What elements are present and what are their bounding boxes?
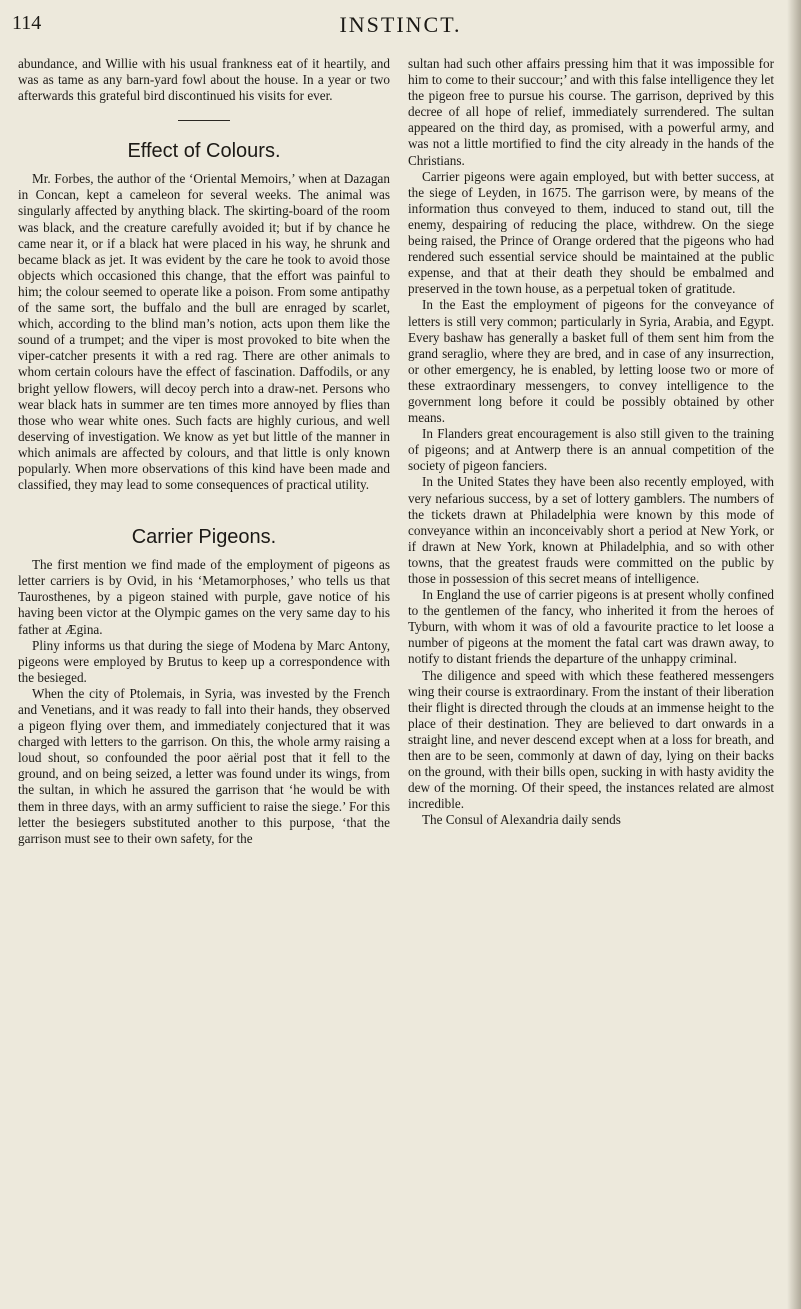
paragraph-england: In England the use of carrier pigeons is at present wholly confined to the gentlemen of the fancy, who inherited it from the heroes of Tyburn, with whom it was of old a favourite practice to let loose a number of pigeons at the moment the fatal cart was drawn away, to notify to distant friends the departure of the unhappy criminal. <box>408 587 774 667</box>
paragraph-east: In the East the employment of pigeons for the conveyance of letters is still very common; particularly in Syria, Arabia, and Egypt. Every bashaw has generally a basket full of them sent him from the grand seraglio, where they are bred, and in case of any insurrection, or other emergency, he is enabled, by letting loose two or more of these extraordinary messengers, to convey intelligence to the government long before it could be possibly obtained by other means. <box>408 297 774 426</box>
page-edge-shadow <box>787 0 801 1309</box>
paragraph-intro: abundance, and Willie with his usual frankness eat of it heartily, and was as tame as any barn-yard fowl about the house. In a year or two afterwards this grateful bird discontinued his visits for ever. <box>18 56 390 104</box>
section-gap <box>18 493 390 519</box>
paragraph-diligence: The diligence and speed with which these feathered messengers wing their course is extraordinary. From the instant of their liberation their flight is directed through the clouds at an immense height to the place of their destination. They are believed to dart onwards in a straight line, and never descend except when at a loss for breath, and then are to be seen, commonly at dawn of day, lying on their backs on the ground, with their bills open, sucking in with hasty avidity the dew of the morning. Of their speed, the instances related are almost incredible. <box>408 667 774 812</box>
heading-carrier-pigeons: Carrier Pigeons. <box>131 526 277 549</box>
section-divider <box>178 120 230 121</box>
paragraph-colours: Mr. Forbes, the author of the ‘Oriental Memoirs,’ when at Dazagan in Concan, kept a cameleon for several weeks. The animal was singularly affected by anything black. The skirting-board of the room was black, and the creature carefully avoided it; but if by chance he came near it, or if a black hat were placed in his way, he shrunk and became black as jet. It was evident by the care he took to avoid those objects which occasioned this change, that the effort was painful to him; the colour seemed to operate like a poison. From some antipathy of the same sort, the buffalo and the bull are enraged by scarlet, which, according to the blind man’s notion, acts upon them like the sound of a trumpet; and the viper is most provoked to bite when the viper-catcher presents it with a red rag. There are other animals to whom certain colours have the effect of fascination. Daffodils, or any bright yellow flowers, will decoy perch into a draw-net. Persons who wear black hats in summer are ten times more annoyed by flies than those who wear white ones. Such facts are highly curious, and well deserving of investigation. We know as yet but little of the manner in which animals are affected by colours, and that little is only known popularly. When more observations of this kind have been made and classified, they may lead to some consequences of practical utility. <box>18 171 390 493</box>
paragraph-pigeons-ovid: The first mention we find made of the employment of pigeons as letter carriers is by Ovid, in his ‘Metamorphoses,’ who tells us that Taurosthenes, by a pigeon stained with purple, gave notice of his having been victor at the Olympic games on the very same day to his father at Ægina. <box>18 557 390 637</box>
paragraph-flanders: In Flanders great encouragement is also still given to the training of pigeons; and at Antwerp there is an annual competition of the society of pigeon fanciers. <box>408 426 774 474</box>
left-column <box>18 56 390 847</box>
page-number: 114 <box>12 12 42 34</box>
paragraph-pigeons-ptolemais: When the city of Ptolemais, in Syria, was invested by the French and Venetians, and it was ready to fall into their hands, they observed a pigeon flying over them, and immediately conjectured that it was charged with letters to the garrison. On this, the whole army raising a loud shout, so confounded the poor aërial post that it fell to the ground, and on being seized, a letter was found under its wings, from the sultan, in which he assured the garrison that ‘he would be with them in three days, with an army sufficient to raise the siege.’ For this letter the besiegers substituted another to this purpose, ‘that the garrison must see to their own safety, for the <box>18 685 390 846</box>
paragraph-leyden: Carrier pigeons were again employed, but with better success, at the siege of Leyden, in 1675. The garrison were, by means of the information thus conveyed to them, induced to stand out, till the enemy, despairing of reducing the place, withdrew. On the siege being raised, the Prince of Orange ordered that the pigeons who had rendered such essential service should be maintained at the public expense, and that at their death they should be embalmed and preserved in the town house, as a perpetual token of gratitude. <box>408 168 774 297</box>
paragraph-pigeons-pliny: Pliny informs us that during the siege of Modena by Marc Antony, pigeons were employed by Brutus to keep up a correspondence with the besieged. <box>18 637 390 685</box>
right-column <box>408 56 774 829</box>
paragraph-continuation: sultan had such other affairs pressing him that it was impossible for him to come to their succour;’ and with this false intelligence they let the pigeon free to pursue his course. The garrison, deprived by this decree of all hope of relief, immediately surrendered. The sultan appeared on the third day, as promised, with a powerful army, and was not a little mortified to find the city already in the hands of the Christians. <box>408 56 774 168</box>
paragraph-united-states: In the United States they have been also recently employed, with very nefarious success, by a set of lottery gamblers. The numbers of the tickets drawn at Philadelphia were known by this mode of conveyance within an inconceivably short a period at New York, or if drawn at New York, known at Philadelphia, and so with other towns, that the greatest frauds were committed on the public by those in possession of this secret means of intelligence. <box>408 474 774 586</box>
page-header <box>12 12 789 48</box>
paragraph-consul: The Consul of Alexandria daily sends <box>422 812 621 828</box>
heading-effect-of-colours: Effect of Colours. <box>127 140 281 163</box>
running-title: INSTINCT. <box>339 12 462 37</box>
